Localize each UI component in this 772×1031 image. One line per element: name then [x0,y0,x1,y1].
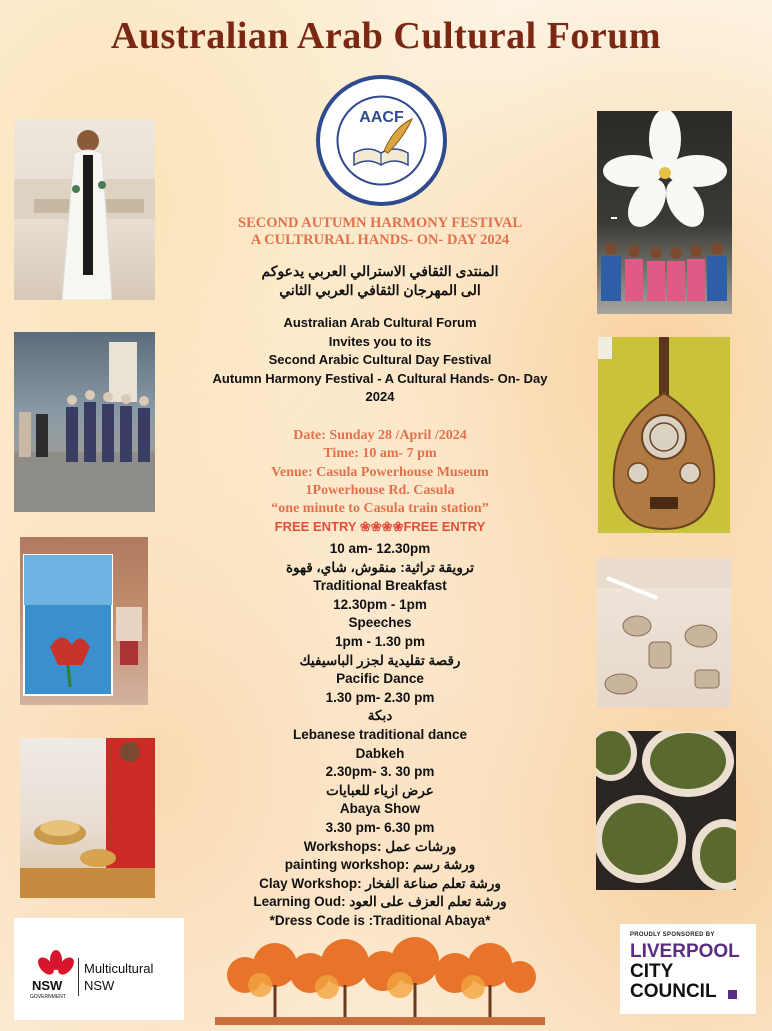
arabic-invitation [170,262,590,300]
event-note: “one minute to Casula train station” [271,501,489,517]
schedule-item: 2.30pm- 3. 30 pm [325,764,435,780]
schedule-item: Pacific Dance [336,671,424,687]
invite-line-3: Second Arabic Cultural Day Festival [268,352,492,368]
schedule-item: عرض ازياء للعبايات [326,782,434,798]
event-details [170,427,590,537]
festival-title-line-1: SECOND AUTUMN HARMONY FESTIVAL [238,215,522,231]
logo-abbreviation: AACF [359,109,404,126]
oud-icon [598,337,730,533]
arabic-invite-line-1: المنتدى الثقافي الاسترالي العربي يدعوكم [261,263,499,279]
clay-workshop-photo [597,558,731,707]
schedule-item: painting workshop: ورشة رسم [284,857,476,873]
schedule-item: 12.30pm - 1pm [333,596,427,612]
schedule-item: Traditional Breakfast [313,578,447,594]
schedule-list [170,540,590,930]
multicultural-line-1: Multicultural [84,961,154,976]
event-time: Time: 10 am- 7 pm [323,446,437,462]
schedule-item: 1.30 pm- 2.30 pm [325,689,435,705]
dancers-icon [14,332,155,512]
proudly-sponsored-label: PROUDLY SPONSORED BY [630,932,715,938]
food-display-photo [20,738,155,898]
nsw-government-label: GOVERNMENT [30,994,66,1000]
aacf-logo [316,75,447,206]
arabic-invite-line-2: الى المهرجان الثقافي العربي الثاني [279,282,481,298]
schedule-item: 3.30 pm- 6.30 pm [325,819,435,835]
event-venue: Venue: Casula Powerhouse Museum [271,464,489,480]
abaya-photo [14,119,155,300]
nsw-label: NSW [32,978,63,993]
schedule-item: ترويقة تراثية: منقوش، شاي، قهوة [285,559,475,575]
pasifika-caption [611,217,617,219]
liverpool-line-1: LIVERPOOL [630,941,740,962]
manakish-photo [596,731,736,890]
painting-canvas-icon [20,537,148,705]
clay-pots-icon [597,558,731,707]
liverpool-city-council-logo [620,924,756,1014]
schedule-item: Learning Oud: ورشة تعلم العزف على العود [253,894,507,910]
invite-line-2: Invites you to its [328,333,432,349]
schedule-item: دبكة [367,708,393,724]
tiare-flower-icon [597,111,732,314]
multicultural-line-2: NSW [84,978,115,993]
schedule-item: 1pm - 1.30 pm [334,633,426,649]
schedule-item: رقصة تقليدية لجزر الباسيفيك [299,652,461,668]
schedule-item: Lebanese traditional dance [292,726,468,742]
schedule-item: 10 am- 12.30pm [329,541,431,556]
woman-in-abaya-icon [14,119,155,300]
schedule-item: Speeches [348,615,412,631]
autumn-trees-icon [215,935,545,1025]
pasifika-dance-group-photo [597,111,732,314]
food-table-icon [20,738,155,898]
manakish-bread-icon [596,731,736,890]
invite-line-5: 2024 [365,389,395,405]
liverpool-line-2: CITY [630,961,674,982]
council-square-icon [728,990,737,999]
festival-heading [170,215,590,249]
multicultural-nsw-logo [14,918,184,1020]
schedule-item: Workshops: ورشات عمل [303,838,457,854]
autumn-trees-decoration [215,935,545,1025]
event-address: 1Powerhouse Rd. Casula [305,482,455,498]
english-invitation [170,314,590,407]
dress-code: *Dress Code is :Traditional Abaya* [269,912,491,928]
dabkeh-dancers-photo [14,332,155,512]
schedule-item: Clay Workshop: ورشة تعلم صناعة الفخار [259,875,501,891]
free-entry: FREE ENTRY ❀❀❀❀FREE ENTRY [274,519,486,535]
oud-photo [598,337,730,533]
schedule-item: Dabkeh [355,745,405,761]
event-date: Date: Sunday 28 /April /2024 [293,428,467,443]
schedule-item: Abaya Show [339,801,421,817]
invite-line-4: Autumn Harmony Festival - A Cultural Hands- On- Day [212,370,548,386]
painting-photo [20,537,148,705]
page-title: Australian Arab Cultural Forum [110,15,662,57]
festival-title-line-2: A CULTRURAL HANDS- ON- DAY 2024 [250,232,510,248]
logo-emblem-icon [320,79,443,202]
liverpool-line-3: COUNCIL [630,981,717,1002]
invite-line-1: Australian Arab Cultural Forum [283,315,477,330]
